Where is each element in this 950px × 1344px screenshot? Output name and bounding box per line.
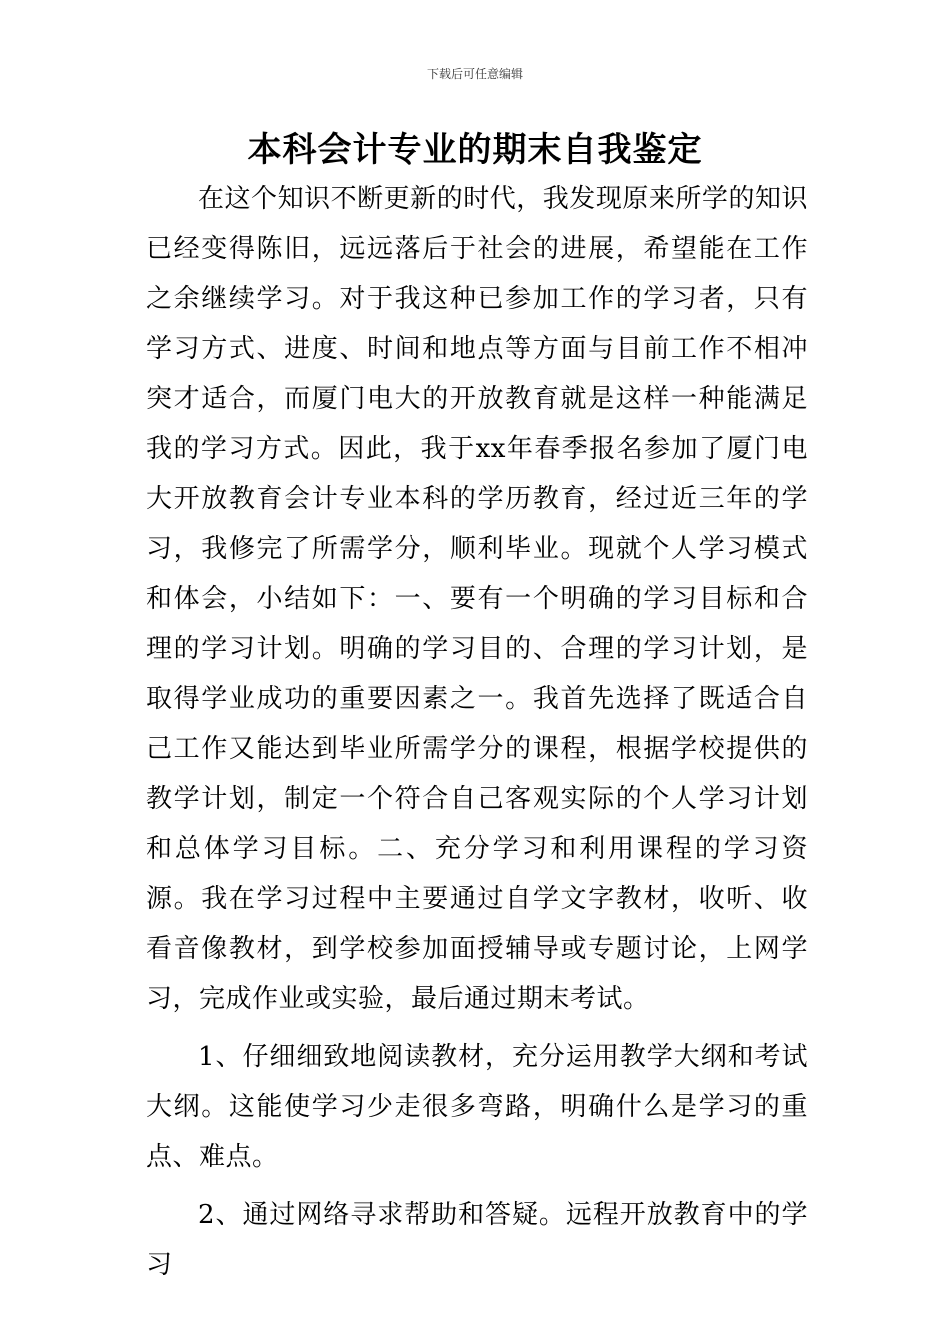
- document-body: [146, 174, 808, 1290]
- body-paragraph: 在这个知识不断更新的时代，我发现原来所学的知识已经变得陈旧，远远落后于社会的进展，希望能在工作之余继续学习。对于我这种已参加工作的学习者，只有学习方式、进度、时间和地点等方面与目前工作不相冲突才适合，而厦门电大的开放教育就是这样一种能满足我的学习方式。因此，我于xx年春季报名参加了厦门电大开放教育会计专业本科的学历教育，经过近三年的学习，我修完了所需学分，顺利毕业。现就个人学习模式和体会，小结如下：一、要有一个明确的学习目标和合理的学习计划。明确的学习目的、合理的学习计划，是取得学业成功的重要因素之一。我首先选择了既适合自己工作又能达到毕业所需学分的课程，根据学校提供的教学计划，制定一个符合自己客观实际的个人学习计划和总体学习目标。二、充分学习和利用课程的学习资源。我在学习过程中主要通过自学文字教材，收听、收看音像教材，到学校参加面授辅导或专题讨论，上网学习，完成作业或实验，最后通过期末考试。: [146, 184, 808, 1014]
- body-paragraph: 2、通过网络寻求帮助和答疑。远程开放教育中的学习: [146, 1200, 808, 1280]
- header-note: 下载后可任意编辑: [426, 67, 523, 81]
- body-paragraph: 1、仔细细致地阅读教材，充分运用教学大纲和考试大纲。这能使学习少走很多弯路，明确什么是学习的重点、难点。: [146, 1042, 808, 1172]
- document-title: 本科会计专业的期末自我鉴定: [247, 130, 703, 170]
